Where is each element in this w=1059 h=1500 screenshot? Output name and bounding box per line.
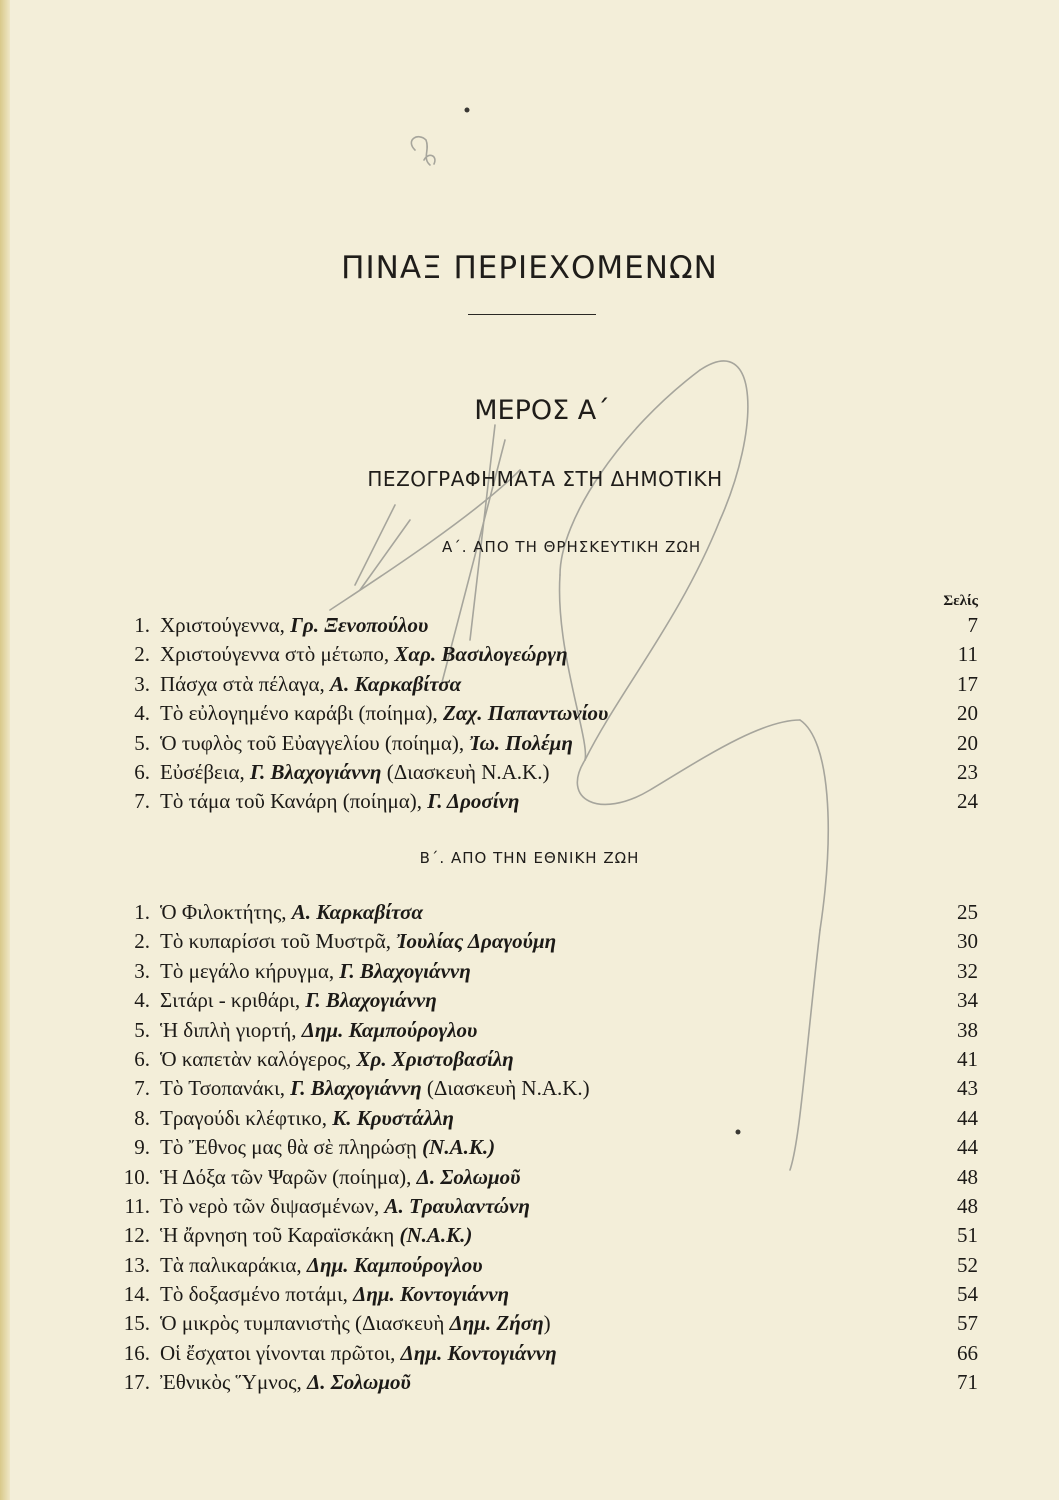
entry-title [160, 986, 918, 1015]
entry-author: Γρ. Ξενοπούλου [290, 613, 429, 637]
entry-title [160, 611, 918, 640]
entry-title [160, 898, 918, 927]
entry-title [160, 670, 918, 699]
toc-entry [100, 898, 978, 927]
entry-title [160, 1016, 918, 1045]
entry-title [160, 1309, 918, 1338]
entry-page-number: 71 [957, 1370, 978, 1395]
entry-author: Χρ. Χριστοβασίλη [356, 1046, 514, 1071]
entry-author: Δ. Σολωμοῦ [307, 1370, 411, 1395]
entry-title-text: Τὸ τάμα τοῦ Κανάρη (ποίημα), [160, 789, 428, 814]
entry-page-number: 38 [957, 1017, 978, 1042]
entry-author: Ἰω. Πολέμη [469, 730, 573, 755]
entry-title [160, 758, 918, 787]
entry-number: 14. [123, 1282, 150, 1307]
entry-number: 6. [134, 759, 150, 784]
entry-author: (Ν.Α.Κ.) [399, 1223, 473, 1248]
entry-title [160, 1339, 918, 1368]
entry-title [160, 1280, 918, 1309]
entry-page-number: 48 [957, 1193, 978, 1218]
section-heading-national-life: Β΄. ΑΠΟ ΤΗΝ ΕΘΝΙΚΗ ΖΩΗ [419, 849, 640, 867]
title-divider [468, 314, 596, 315]
entry-title [160, 1045, 918, 1074]
entry-title-text: Τὸ Ἔθνος μας θὰ σὲ πληρώσῃ [160, 1135, 423, 1160]
entry-title [160, 1221, 918, 1250]
entry-title-text: Ἡ ἄρνηση τοῦ Καραϊσκάκη [160, 1223, 400, 1248]
entry-author: Γ. Βλαχογιάννη [305, 988, 437, 1013]
toc-entry [100, 1339, 978, 1368]
entry-title [160, 1192, 918, 1221]
entry-number: 1. [134, 900, 150, 924]
toc-entry [100, 1074, 978, 1103]
entry-page-number: 32 [957, 958, 978, 983]
entry-number: 3. [134, 958, 150, 983]
entry-title-text: Τὸ μεγάλο κήρυγμα, [160, 958, 340, 983]
toc-entry [100, 927, 978, 956]
toc-entry [100, 1104, 978, 1133]
entry-author: Α. Τραυλαντώνη [384, 1193, 530, 1218]
entry-author: Γ. Βλαχογιάννη [250, 759, 382, 784]
entry-title-text: Ἡ Δόξα τῶν Ψαρῶν (ποίημα), [160, 1164, 417, 1189]
entry-number: 10. [123, 1164, 150, 1189]
entry-note: (Διασκευὴ Ν.Α.Κ.) [421, 1076, 590, 1101]
entry-note: ) [543, 1311, 551, 1336]
entry-number: 2. [134, 929, 150, 954]
entry-author: Γ. Βλαχογιάννη [339, 958, 471, 983]
entry-number: 3. [134, 671, 150, 696]
entry-number: 6. [134, 1046, 150, 1071]
toc-entry [100, 1045, 978, 1074]
entry-title-text: Τὸ εὐλογημένο καράβι (ποίημα), [160, 701, 444, 726]
toc-entry [100, 640, 978, 669]
toc-entry [100, 699, 978, 728]
toc-entry [100, 1163, 978, 1192]
entry-title [160, 1074, 918, 1103]
entry-author: Δ. Σολωμοῦ [416, 1164, 521, 1189]
entry-author: Δημ. Καμπούρογλου [301, 1017, 478, 1042]
entry-page-number: 23 [957, 759, 978, 784]
entry-page-number: 54 [957, 1282, 978, 1307]
entry-author: (Ν.Α.Κ.) [422, 1135, 496, 1160]
entry-author: Δημ. Κοντογιάννη [353, 1282, 510, 1307]
entry-title [160, 1104, 918, 1133]
entry-title-text: Ἐθνικὸς Ὕμνος, [160, 1370, 308, 1395]
entry-number: 5. [134, 1017, 150, 1042]
entry-page-number: 20 [957, 730, 978, 755]
entry-number: 8. [134, 1105, 150, 1130]
entry-author: Ἰουλίας Δραγούμη [396, 929, 557, 954]
entry-title-text: Οἱ ἔσχατοι γίνονται πρῶτοι, [160, 1340, 401, 1365]
entry-title [160, 729, 918, 758]
entry-author: Χαρ. Βασιλογεώργη [394, 642, 568, 667]
entry-title [160, 957, 918, 986]
entry-title [160, 927, 918, 956]
entry-title-text: Τὸ κυπαρίσσι τοῦ Μυστρᾶ, [160, 929, 397, 954]
entry-number: 7. [134, 789, 150, 814]
toc-list-national-life [100, 898, 978, 1398]
entry-title [160, 1133, 918, 1162]
entry-title [160, 1163, 918, 1192]
entry-author: Δημ. Ζήση [449, 1311, 544, 1336]
toc-entry [100, 1280, 978, 1309]
part-subtitle: ΠΕΖΟΓΡΑΦΗΜΑΤΑ ΣΤΗ ΔΗΜΟΤΙΚΗ [367, 467, 723, 491]
entry-title-text: Ἡ διπλὴ γιορτή, [160, 1017, 302, 1042]
entry-number: 5. [134, 730, 150, 755]
entry-title-text: Εὐσέβεια, [160, 759, 251, 784]
section-heading-religious-life: Α΄. ΑΠΟ ΤΗ ΘΡΗΣΚΕΥΤΙΚΗ ΖΩΗ [442, 538, 702, 556]
entry-page-number: 30 [957, 929, 978, 954]
page-column-label: Σελίς [943, 593, 978, 609]
toc-entry [100, 1251, 978, 1280]
entry-number: 15. [123, 1311, 150, 1336]
entry-number: 17. [123, 1370, 150, 1395]
entry-page-number: 41 [957, 1046, 978, 1071]
entry-page-number: 44 [957, 1135, 978, 1160]
entry-page-number: 17 [957, 671, 978, 696]
entry-title-text: Ὁ μικρὸς τυμπανιστὴς (Διασκευὴ [160, 1311, 450, 1336]
page-binding-edge [0, 0, 10, 1500]
entry-author: Κ. Κρυστάλλη [332, 1105, 454, 1130]
toc-entry [100, 1368, 978, 1397]
entry-title [160, 787, 918, 816]
entry-title-text: Τὸ Τσοπανάκι, [160, 1076, 291, 1101]
entry-number: 4. [134, 701, 150, 726]
toc-entry [100, 787, 978, 816]
entry-author: Α. Καρκαβίτσα [291, 900, 423, 924]
entry-note: (Διασκευὴ Ν.Α.Κ.) [381, 759, 550, 784]
toc-entry [100, 1133, 978, 1162]
entry-page-number: 66 [957, 1340, 978, 1365]
entry-page-number: 7 [967, 613, 978, 637]
toc-entry [100, 1309, 978, 1338]
toc-entry [100, 729, 978, 758]
entry-page-number: 34 [957, 988, 978, 1013]
entry-title-text: Πάσχα στὰ πέλαγα, [160, 671, 330, 696]
entry-number: 13. [123, 1252, 150, 1277]
toc-entry [100, 611, 978, 640]
entry-page-number: 48 [957, 1164, 978, 1189]
toc-entry [100, 758, 978, 787]
toc-entry [100, 1221, 978, 1250]
entry-title-text: Τὸ δοξασμένο ποτάμι, [160, 1282, 354, 1307]
entry-page-number: 43 [957, 1076, 978, 1101]
entry-title-text: Τὸ νερὸ τῶν διψασμένων, [160, 1193, 385, 1218]
entry-page-number: 11 [957, 642, 978, 667]
entry-page-number: 20 [957, 701, 978, 726]
entry-number: 9. [134, 1135, 150, 1160]
entry-title-text: Τραγούδι κλέφτικο, [160, 1105, 333, 1130]
entry-number: 1. [134, 613, 150, 637]
entry-page-number: 57 [957, 1311, 978, 1336]
entry-number: 12. [123, 1223, 150, 1248]
toc-entry [100, 986, 978, 1015]
entry-number: 2. [134, 642, 150, 667]
entry-title-text: Σιτάρι - κριθάρι, [160, 988, 306, 1013]
toc-entry [100, 1016, 978, 1045]
entry-page-number: 24 [957, 789, 978, 814]
part-title: ΜΕΡΟΣ Α΄ [474, 395, 610, 426]
entry-title-text: Ὁ Φιλοκτήτης, [160, 900, 292, 924]
toc-entry [100, 1192, 978, 1221]
entry-number: 16. [123, 1340, 150, 1365]
entry-title-text: Τὰ παλικαράκια, [160, 1252, 307, 1277]
toc-list-religious-life [100, 611, 978, 817]
entry-title-text: Χριστούγεννα, [160, 613, 291, 637]
toc-entry [100, 957, 978, 986]
entry-author: Ζαχ. Παπαντωνίου [443, 701, 609, 726]
entry-page-number: 25 [957, 900, 978, 924]
entry-title-text: Ὁ τυφλὸς τοῦ Εὐαγγελίου (ποίημα), [160, 730, 470, 755]
entry-page-number: 51 [957, 1223, 978, 1248]
entry-number: 7. [134, 1076, 150, 1101]
entry-author: Γ. Δροσίνη [427, 789, 520, 814]
entry-title [160, 699, 918, 728]
entry-title [160, 1368, 918, 1397]
entry-title-text: Ὁ καπετὰν καλόγερος, [160, 1046, 357, 1071]
entry-title [160, 1251, 918, 1280]
entry-author: Δημ. Κοντογιάννη [400, 1340, 557, 1365]
entry-page-number: 44 [957, 1105, 978, 1130]
entry-author: Γ. Βλαχογιάννη [290, 1076, 422, 1101]
entry-author: Α. Καρκαβίτσα [330, 671, 462, 696]
entry-number: 11. [124, 1193, 150, 1218]
entry-number: 4. [134, 988, 150, 1013]
toc-entry [100, 670, 978, 699]
entry-page-number: 52 [957, 1252, 978, 1277]
entry-title-text: Χριστούγεννα στὸ μέτωπο, [160, 642, 395, 667]
page-title: ΠΙΝΑΞ ΠΕΡΙΕΧΟΜΕΝΩΝ [341, 250, 718, 286]
entry-author: Δημ. Καμπούρογλου [306, 1252, 483, 1277]
entry-title [160, 640, 918, 669]
